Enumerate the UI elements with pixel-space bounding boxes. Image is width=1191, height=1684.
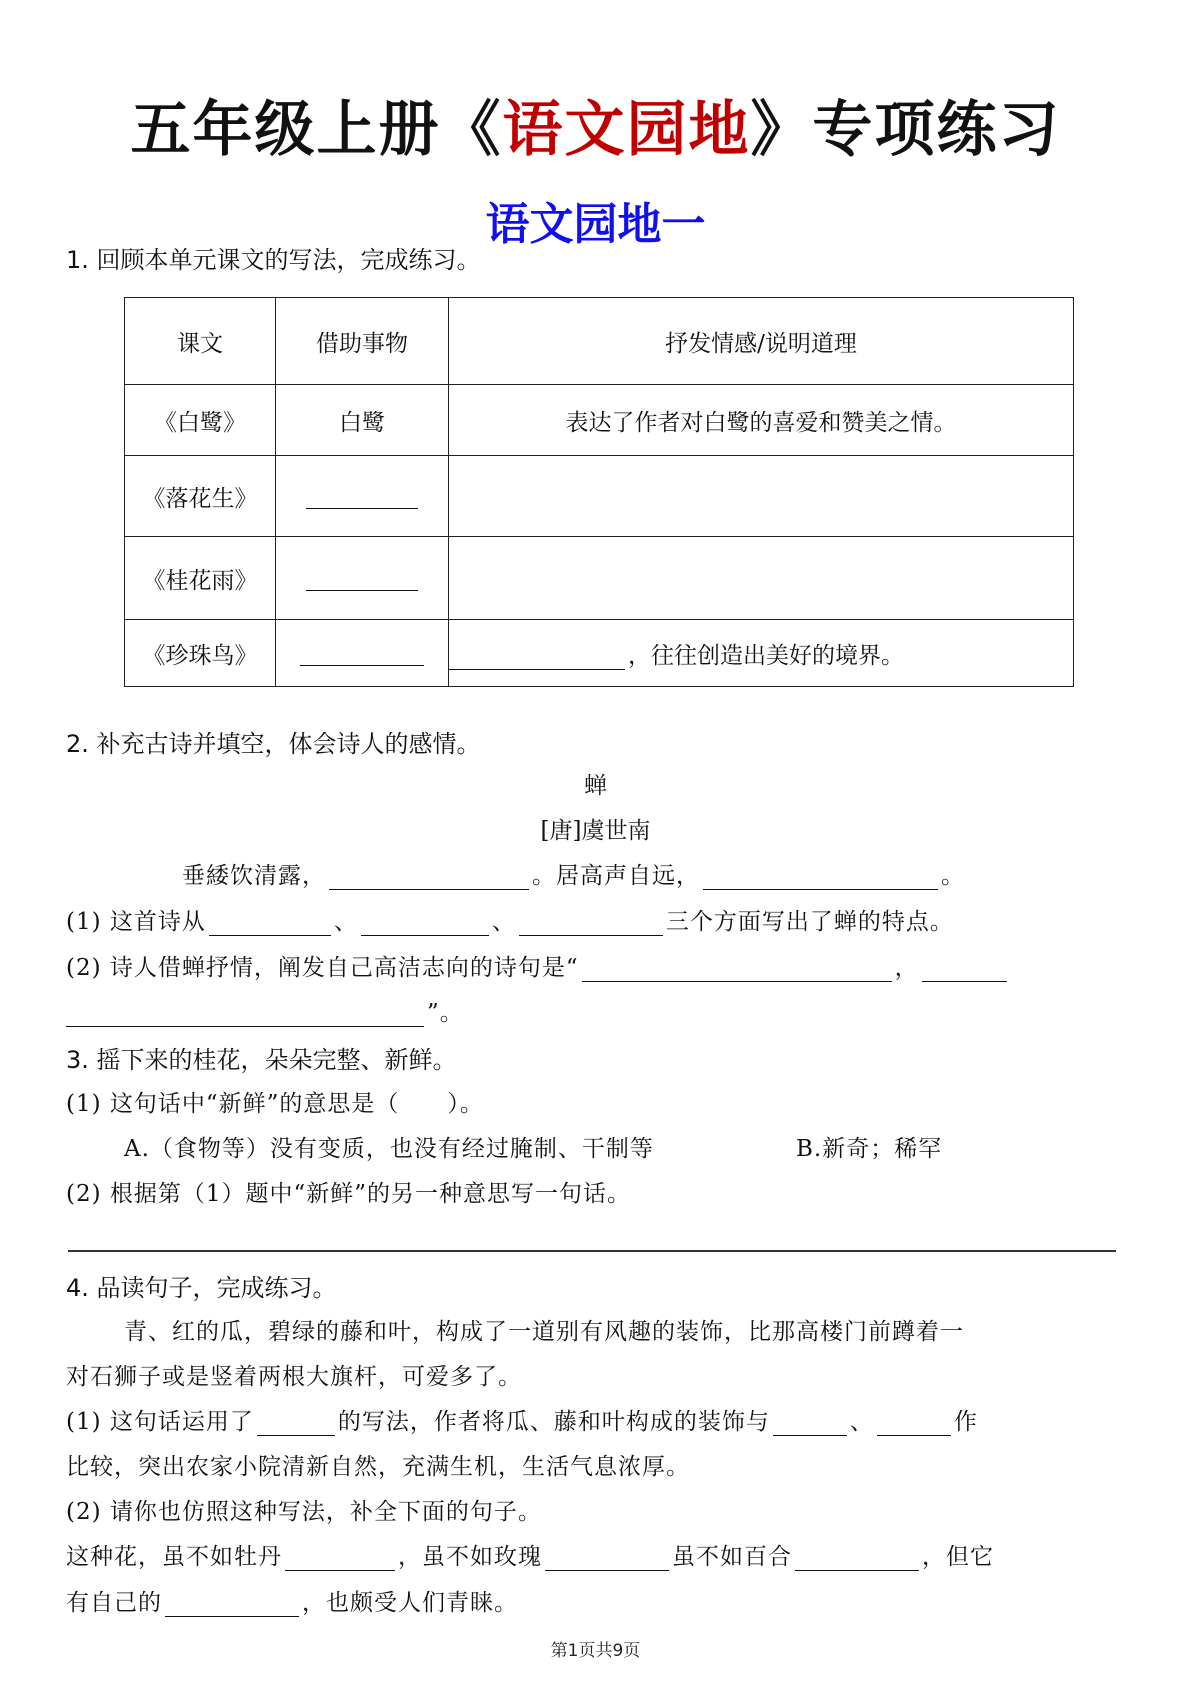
blank-compare-2[interactable] <box>877 1411 951 1436</box>
blank-poem-1[interactable] <box>329 865 529 890</box>
blank-verse-2b[interactable] <box>66 1002 424 1027</box>
blank-rose[interactable] <box>545 1546 669 1571</box>
poem-line-a: 垂緌饮清露， <box>182 863 326 889</box>
fill-d: ，但它 <box>922 1544 994 1570</box>
blank-peony[interactable] <box>285 1546 395 1571</box>
blank-aspect-3[interactable] <box>519 911 663 936</box>
blank-compare-1[interactable] <box>773 1411 847 1436</box>
blank-meaning[interactable] <box>449 645 625 670</box>
fill-f: ，也颇受人们青睐。 <box>302 1590 518 1616</box>
fill-c: 虽不如百合 <box>672 1544 792 1570</box>
q3-heading: 3. 摇下来的桂花，朵朵完整、新鲜。 <box>66 1046 457 1074</box>
answer-line[interactable] <box>68 1250 1116 1252</box>
q4-passage-1: 青、红的瓜，碧绿的藤和叶，构成了一道别有风趣的装饰，比那高楼门前蹲着一 <box>124 1319 964 1345</box>
q4-sub1-a: (1) 这句话运用了 <box>66 1409 254 1435</box>
cell-text: 《珍珠鸟》 <box>125 620 276 687</box>
sep: 、 <box>333 909 358 935</box>
q2-sub2-prefix: (2) 诗人借蝉抒情，阐发自己高洁志向的诗句是“ <box>66 955 579 981</box>
fill-a: 这种花，虽不如牡丹 <box>66 1544 282 1570</box>
cell-meaning: 表达了作者对白鹭的喜爱和赞美之情。 <box>449 385 1074 456</box>
q3-option-b[interactable]: B.新奇；稀罕 <box>796 1136 943 1162</box>
q2-sub2 <box>66 949 1010 982</box>
q3-option-a[interactable]: A.（食物等）没有变质，也没有经过腌制、干制等 <box>124 1136 654 1162</box>
blank-lily[interactable] <box>795 1546 919 1571</box>
q4-sub1-c: 作 <box>953 1409 978 1435</box>
section-title: 语文园地一 <box>485 199 706 250</box>
blank-object[interactable] <box>300 641 424 666</box>
q4-sub1 <box>66 1403 978 1436</box>
title-highlight: 语文园地 <box>502 95 751 165</box>
blank-object[interactable] <box>306 566 418 591</box>
blank-object[interactable] <box>306 484 418 509</box>
cell-text: 《桂花雨》 <box>125 537 276 620</box>
col-header-object: 借助事物 <box>276 298 449 385</box>
cell-text: 《落花生》 <box>125 456 276 537</box>
meaning-text: ，往往创造出美好的境界。 <box>628 642 904 669</box>
q3-sub2: (2) 根据第（1）题中“新鲜”的另一种意思写一句话。 <box>66 1181 632 1207</box>
q2-heading: 2. 补充古诗并填空，体会诗人的感情。 <box>66 730 481 758</box>
q2-sub1-prefix: (1) 这首诗从 <box>66 909 206 935</box>
poem-line-b: 。居高声自远， <box>532 863 700 889</box>
sep: 、 <box>491 909 516 935</box>
blank-technique[interactable] <box>257 1411 335 1436</box>
col-header-text: 课文 <box>125 298 276 385</box>
q2-sub2-end: ”。 <box>427 1000 464 1026</box>
poem-body <box>182 857 965 890</box>
q1-heading: 1. 回顾本单元课文的写法，完成练习。 <box>66 246 481 274</box>
fill-e: 有自己的 <box>66 1590 162 1616</box>
blank-poem-2[interactable] <box>703 865 938 890</box>
q3-sub1: (1) 这句话中“新鲜”的意思是（ ）。 <box>66 1091 484 1117</box>
q4-fill-line2 <box>66 1584 518 1617</box>
cell-meaning-blank[interactable] <box>449 537 1074 620</box>
blank-own[interactable] <box>165 1592 299 1617</box>
page-number: 第1页共9页 <box>550 1641 641 1661</box>
table-row <box>125 537 1074 620</box>
cell-meaning-blank[interactable] <box>449 456 1074 537</box>
q4-sub1-b: 的写法，作者将瓜、藤和叶构成的装饰与 <box>337 1409 770 1435</box>
cell-object <box>276 456 449 537</box>
q2-sub1 <box>66 903 954 936</box>
table-header-row <box>125 298 1074 385</box>
poem-title: 蝉 <box>584 773 607 799</box>
table-row <box>125 456 1074 537</box>
sep: 、 <box>849 1409 874 1435</box>
q2-sub1-suffix: 三个方面写出了蝉的特点。 <box>665 909 954 935</box>
q1-table <box>124 297 1074 687</box>
q4-heading: 4. 品读句子，完成练习。 <box>66 1274 337 1302</box>
col-header-meaning: 抒发情感/说明道理 <box>449 298 1074 385</box>
cell-object <box>276 537 449 620</box>
table-row <box>125 385 1074 456</box>
q4-fill-line1 <box>66 1538 994 1571</box>
cell-object <box>276 620 449 687</box>
blank-verse-2a[interactable] <box>922 957 1007 982</box>
cell-object: 白鹭 <box>276 385 449 456</box>
comma: ， <box>894 955 919 981</box>
blank-aspect-1[interactable] <box>209 911 331 936</box>
blank-aspect-2[interactable] <box>361 911 489 936</box>
cell-meaning <box>449 620 1074 687</box>
cell-text: 《白鹭》 <box>125 385 276 456</box>
q4-passage-2: 对石狮子或是竖着两根大旗杆，可爱多了。 <box>66 1364 522 1390</box>
blank-verse-1[interactable] <box>582 957 892 982</box>
q4-sub1-line2: 比较，突出农家小院清新自然，充满生机，生活气息浓厚。 <box>66 1454 690 1480</box>
poem-author: [唐]虞世南 <box>540 818 651 844</box>
q2-sub2-cont <box>66 994 464 1027</box>
q4-sub2: (2) 请你也仿照这种写法，补全下面的句子。 <box>66 1499 542 1525</box>
table-row <box>125 620 1074 687</box>
page-title <box>0 82 1191 168</box>
title-prefix: 五年级上册《 <box>130 95 503 165</box>
poem-line-end: 。 <box>941 863 965 889</box>
title-suffix: 》专项练习 <box>750 95 1061 165</box>
fill-b: ，虽不如玫瑰 <box>398 1544 542 1570</box>
